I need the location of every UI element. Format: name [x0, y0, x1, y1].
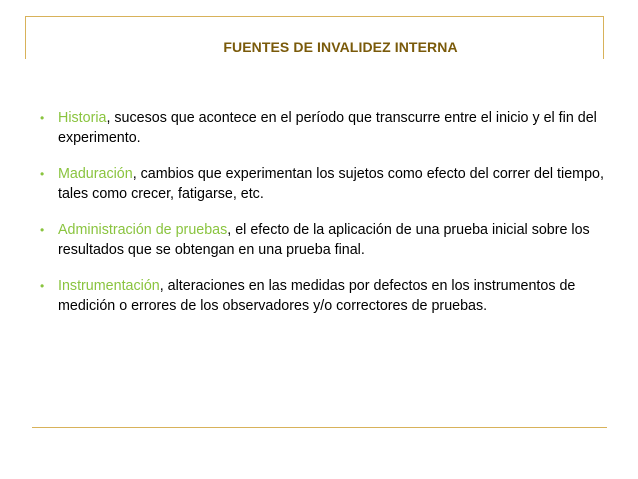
term-maduracion: Maduración: [58, 166, 133, 182]
definition-historia: , sucesos que acontece en el período que transcurre entre el inicio y el fin del experimento.: [58, 110, 597, 146]
frame-bottom-line: [32, 427, 607, 428]
definition-administracion: , el efecto de la aplicación de una prueba inicial sobre los resultados que se obtengan en una prueba final.: [58, 222, 590, 258]
term-historia: Historia: [58, 110, 107, 126]
bullet-item-administracion: [40, 220, 615, 260]
frame-top-line: [26, 16, 604, 17]
term-instrumentacion: Instrumentación: [58, 278, 160, 294]
bullet-item-instrumentacion: [40, 276, 615, 316]
bullet-list: [40, 108, 615, 332]
bullet-item-maduracion: [40, 164, 615, 204]
slide-title: FUENTES DE INVALIDEZ INTERNA: [223, 39, 458, 55]
bullet-dot-icon: •: [40, 167, 45, 181]
definition-instrumentacion: , alteraciones en las medidas por defectos en los instrumentos de medición o errores de los observadores y/o correctores de pruebas.: [58, 278, 576, 314]
bullet-item-historia: [40, 108, 615, 148]
term-administracion: Administración de pruebas: [58, 222, 228, 238]
bullet-dot-icon: •: [40, 111, 45, 125]
bullet-dot-icon: •: [40, 223, 45, 237]
bullet-dot-icon: •: [40, 279, 45, 293]
definition-maduracion: , cambios que experimentan los sujetos como efecto del correr del tiempo, tales como crecer, fatigarse, etc.: [58, 166, 604, 202]
